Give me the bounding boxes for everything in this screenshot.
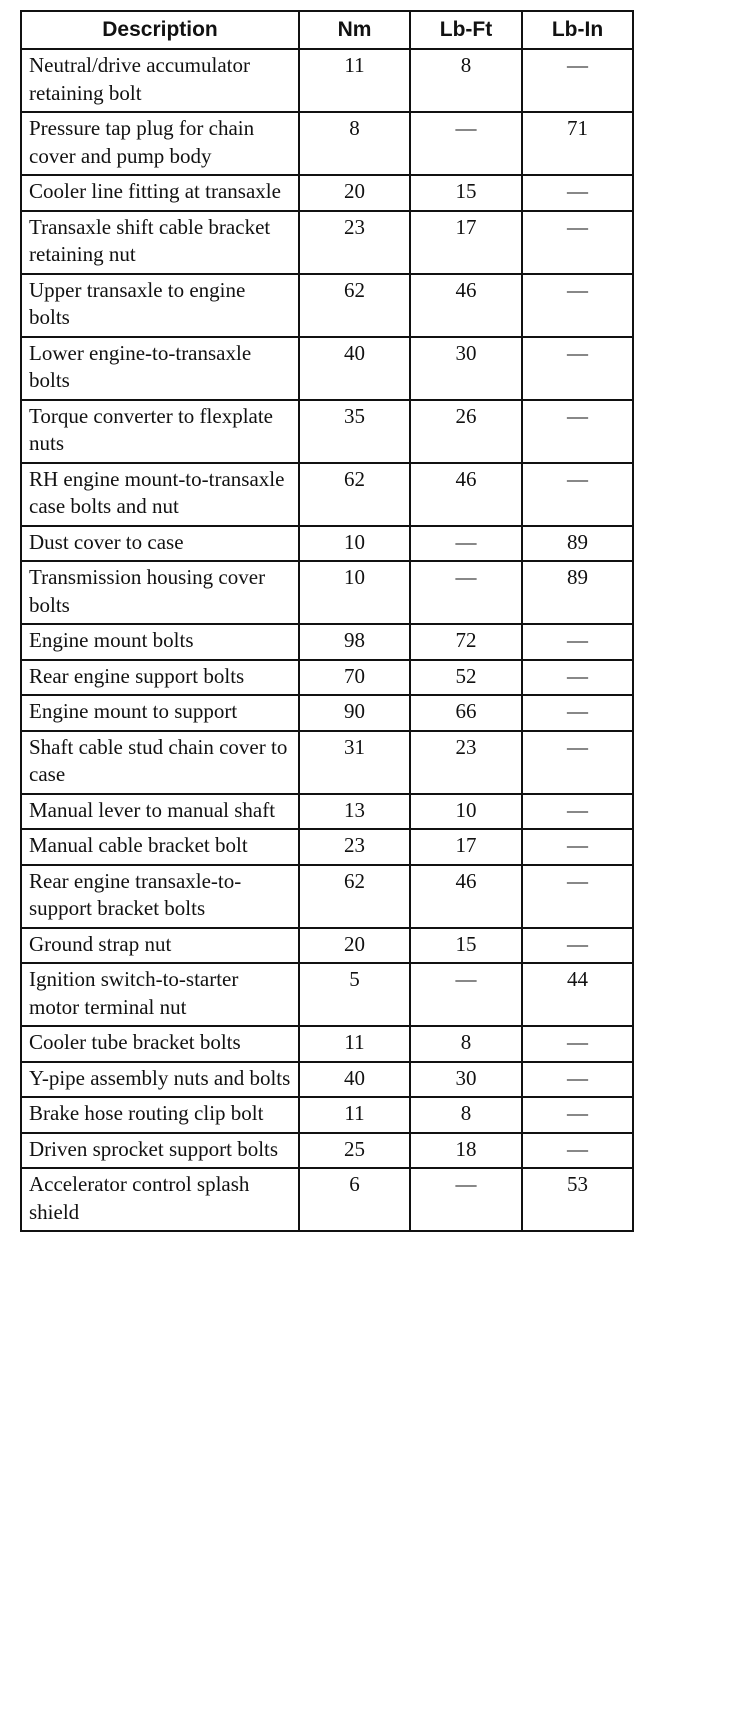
header-nm: Nm bbox=[299, 11, 410, 49]
cell-nm: 11 bbox=[299, 1026, 410, 1062]
cell-nm: 10 bbox=[299, 561, 410, 624]
cell-lb-ft: 72 bbox=[410, 624, 522, 660]
cell-lb-in: 89 bbox=[522, 561, 633, 624]
cell-nm: 11 bbox=[299, 49, 410, 112]
table-row bbox=[21, 561, 633, 624]
table-row bbox=[21, 463, 633, 526]
cell-nm: 62 bbox=[299, 865, 410, 928]
cell-lb-in: 71 bbox=[522, 112, 633, 175]
cell-description: Ignition switch-to-starter motor terminal nut bbox=[21, 963, 299, 1026]
cell-description: Accelerator control splash shield bbox=[21, 1168, 299, 1231]
cell-nm: 10 bbox=[299, 526, 410, 562]
cell-lb-ft: — bbox=[410, 1168, 522, 1231]
cell-description: Y-pipe assembly nuts and bolts bbox=[21, 1062, 299, 1098]
cell-description: Lower engine-to-transaxle bolts bbox=[21, 337, 299, 400]
table-row bbox=[21, 695, 633, 731]
cell-lb-ft: 30 bbox=[410, 337, 522, 400]
cell-description: Engine mount to support bbox=[21, 695, 299, 731]
cell-lb-ft: 15 bbox=[410, 175, 522, 211]
table-row bbox=[21, 112, 633, 175]
cell-lb-in: — bbox=[522, 463, 633, 526]
cell-lb-ft: 66 bbox=[410, 695, 522, 731]
cell-nm: 6 bbox=[299, 1168, 410, 1231]
table-row bbox=[21, 794, 633, 830]
cell-nm: 23 bbox=[299, 829, 410, 865]
header-lb-in: Lb-In bbox=[522, 11, 633, 49]
cell-lb-in: — bbox=[522, 211, 633, 274]
cell-nm: 90 bbox=[299, 695, 410, 731]
cell-nm: 11 bbox=[299, 1097, 410, 1133]
cell-lb-in: — bbox=[522, 660, 633, 696]
cell-description: Manual cable bracket bolt bbox=[21, 829, 299, 865]
table-row bbox=[21, 1026, 633, 1062]
cell-nm: 23 bbox=[299, 211, 410, 274]
header-row bbox=[21, 11, 633, 49]
cell-lb-ft: 46 bbox=[410, 274, 522, 337]
cell-nm: 70 bbox=[299, 660, 410, 696]
cell-lb-in: 89 bbox=[522, 526, 633, 562]
cell-lb-in: — bbox=[522, 928, 633, 964]
cell-lb-ft: 17 bbox=[410, 829, 522, 865]
cell-nm: 20 bbox=[299, 928, 410, 964]
cell-lb-in: — bbox=[522, 695, 633, 731]
cell-lb-ft: — bbox=[410, 112, 522, 175]
cell-lb-in: — bbox=[522, 829, 633, 865]
cell-lb-ft: 23 bbox=[410, 731, 522, 794]
table-row bbox=[21, 660, 633, 696]
cell-description: Ground strap nut bbox=[21, 928, 299, 964]
cell-nm: 40 bbox=[299, 337, 410, 400]
cell-lb-in: — bbox=[522, 1062, 633, 1098]
cell-lb-in: — bbox=[522, 865, 633, 928]
table-row bbox=[21, 624, 633, 660]
cell-lb-ft: 17 bbox=[410, 211, 522, 274]
table-row bbox=[21, 1062, 633, 1098]
cell-nm: 35 bbox=[299, 400, 410, 463]
cell-lb-in: — bbox=[522, 731, 633, 794]
torque-spec-table bbox=[20, 10, 634, 1232]
cell-nm: 13 bbox=[299, 794, 410, 830]
cell-description: Neutral/drive accumulator retaining bolt bbox=[21, 49, 299, 112]
cell-lb-in: — bbox=[522, 624, 633, 660]
cell-lb-in: 53 bbox=[522, 1168, 633, 1231]
cell-nm: 40 bbox=[299, 1062, 410, 1098]
cell-description: Engine mount bolts bbox=[21, 624, 299, 660]
table-row bbox=[21, 963, 633, 1026]
table-body bbox=[21, 49, 633, 1231]
cell-nm: 25 bbox=[299, 1133, 410, 1169]
cell-description: Driven sprocket support bolts bbox=[21, 1133, 299, 1169]
cell-lb-ft: 26 bbox=[410, 400, 522, 463]
table-row bbox=[21, 1168, 633, 1231]
table-row bbox=[21, 731, 633, 794]
cell-lb-in: — bbox=[522, 1026, 633, 1062]
cell-lb-ft: 15 bbox=[410, 928, 522, 964]
cell-lb-ft: 8 bbox=[410, 49, 522, 112]
table-row bbox=[21, 211, 633, 274]
cell-description: Upper transaxle to engine bolts bbox=[21, 274, 299, 337]
cell-lb-ft: 18 bbox=[410, 1133, 522, 1169]
cell-lb-ft: — bbox=[410, 963, 522, 1026]
cell-lb-in: — bbox=[522, 1097, 633, 1133]
cell-nm: 62 bbox=[299, 274, 410, 337]
cell-description: Cooler tube bracket bolts bbox=[21, 1026, 299, 1062]
cell-lb-in: — bbox=[522, 1133, 633, 1169]
cell-lb-in: — bbox=[522, 400, 633, 463]
cell-description: Manual lever to manual shaft bbox=[21, 794, 299, 830]
cell-description: Pressure tap plug for chain cover and pump body bbox=[21, 112, 299, 175]
cell-lb-in: — bbox=[522, 794, 633, 830]
cell-lb-ft: 10 bbox=[410, 794, 522, 830]
table-row bbox=[21, 337, 633, 400]
cell-description: Dust cover to case bbox=[21, 526, 299, 562]
table-row bbox=[21, 865, 633, 928]
cell-description: RH engine mount-to-transaxle case bolts and nut bbox=[21, 463, 299, 526]
cell-description: Transmission housing cover bolts bbox=[21, 561, 299, 624]
table-row bbox=[21, 1097, 633, 1133]
cell-nm: 5 bbox=[299, 963, 410, 1026]
table-row bbox=[21, 526, 633, 562]
cell-nm: 98 bbox=[299, 624, 410, 660]
cell-lb-in: — bbox=[522, 49, 633, 112]
table-row bbox=[21, 274, 633, 337]
cell-lb-in: — bbox=[522, 274, 633, 337]
cell-description: Cooler line fitting at transaxle bbox=[21, 175, 299, 211]
cell-lb-ft: — bbox=[410, 526, 522, 562]
table-row bbox=[21, 1133, 633, 1169]
cell-lb-in: — bbox=[522, 175, 633, 211]
header-description: Description bbox=[21, 11, 299, 49]
table-row bbox=[21, 829, 633, 865]
cell-description: Rear engine transaxle-to-support bracket bolts bbox=[21, 865, 299, 928]
cell-lb-in: — bbox=[522, 337, 633, 400]
cell-lb-ft: 52 bbox=[410, 660, 522, 696]
table-row bbox=[21, 400, 633, 463]
cell-lb-ft: 8 bbox=[410, 1097, 522, 1133]
cell-description: Rear engine support bolts bbox=[21, 660, 299, 696]
cell-lb-ft: 30 bbox=[410, 1062, 522, 1098]
table-row bbox=[21, 928, 633, 964]
cell-description: Shaft cable stud chain cover to case bbox=[21, 731, 299, 794]
header-lb-ft: Lb-Ft bbox=[410, 11, 522, 49]
cell-nm: 31 bbox=[299, 731, 410, 794]
cell-description: Transaxle shift cable bracket retaining nut bbox=[21, 211, 299, 274]
table-row bbox=[21, 49, 633, 112]
cell-description: Torque converter to flexplate nuts bbox=[21, 400, 299, 463]
cell-description: Brake hose routing clip bolt bbox=[21, 1097, 299, 1133]
cell-lb-ft: 46 bbox=[410, 463, 522, 526]
cell-lb-ft: — bbox=[410, 561, 522, 624]
table-row bbox=[21, 175, 633, 211]
cell-nm: 20 bbox=[299, 175, 410, 211]
cell-lb-ft: 8 bbox=[410, 1026, 522, 1062]
cell-lb-ft: 46 bbox=[410, 865, 522, 928]
cell-nm: 62 bbox=[299, 463, 410, 526]
cell-lb-in: 44 bbox=[522, 963, 633, 1026]
cell-nm: 8 bbox=[299, 112, 410, 175]
